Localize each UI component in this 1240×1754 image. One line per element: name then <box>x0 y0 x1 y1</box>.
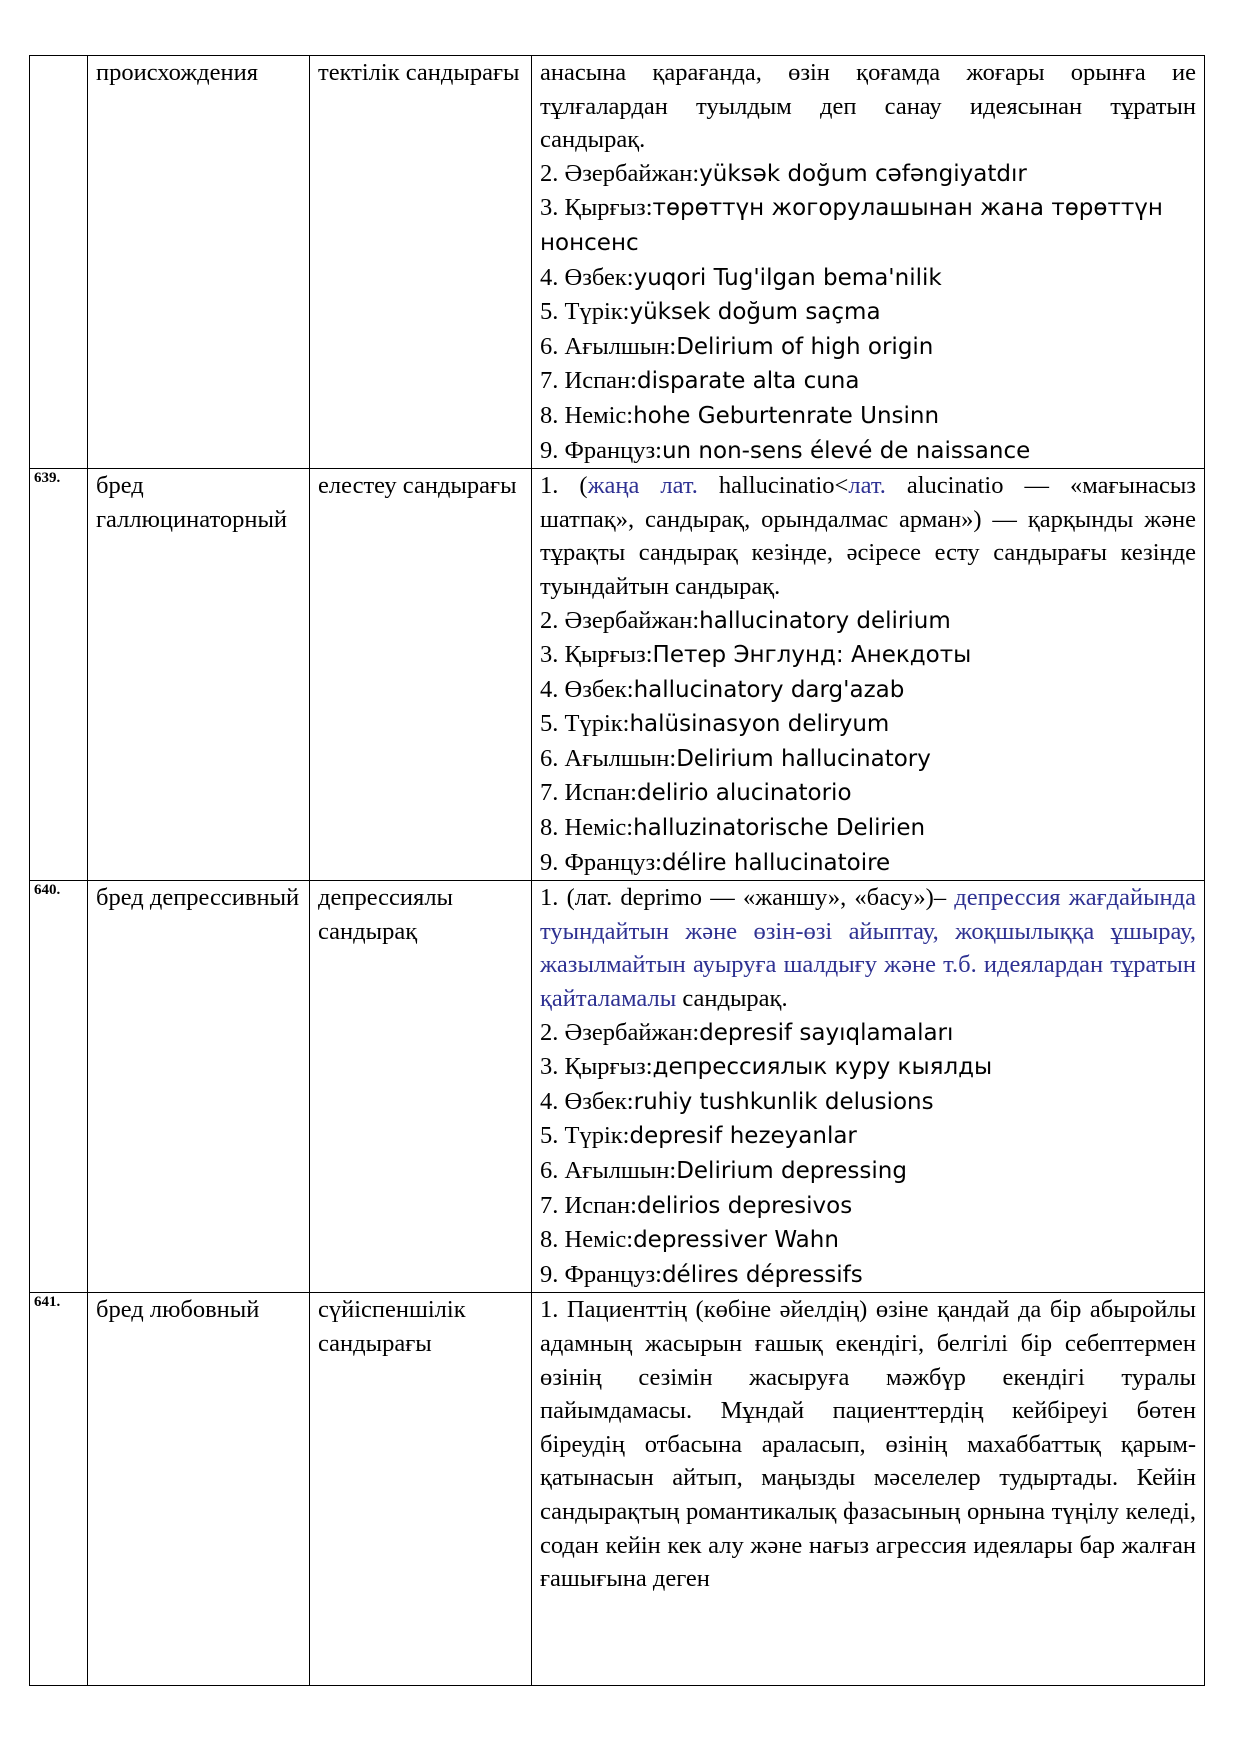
translation-line <box>540 707 1196 742</box>
dictionary-body <box>30 56 1205 1686</box>
table-row <box>30 56 1205 469</box>
language-label: 2. Әзербайжан: <box>540 606 700 634</box>
definition-highlight: лат. <box>848 472 886 500</box>
language-label: 7. Испан: <box>540 367 637 395</box>
translation-value: Delirium of high origin <box>676 333 934 360</box>
russian-term: бред любовный <box>88 1293 310 1686</box>
translation-line <box>540 157 1196 192</box>
translation-value: halüsinasyon deliryum <box>629 711 890 738</box>
language-label: 8. Неміс: <box>540 814 634 842</box>
translation-value: Петер Энглунд: Анекдоты <box>652 642 972 669</box>
definition-fragment: hallucinatio< <box>697 472 849 500</box>
language-label: 2. Әзербайжан: <box>540 1018 700 1046</box>
language-label: 6. Ағылшын: <box>540 1157 677 1184</box>
russian-term: бред депрессивный <box>88 881 310 1293</box>
translation-line <box>540 811 1196 846</box>
translation-line <box>540 261 1196 296</box>
translation-line <box>540 742 1196 777</box>
table-row <box>30 881 1205 1293</box>
translation-value: un non-sens élevé de naissance <box>661 437 1031 464</box>
translation-value: halluzinatorische Delirien <box>633 815 926 842</box>
table-row <box>30 469 1205 881</box>
language-label: 9. Француз: <box>540 1260 662 1288</box>
translation-line <box>540 1050 1196 1085</box>
dictionary-table <box>29 55 1205 1686</box>
language-label: 3. Қырғыз: <box>540 1053 653 1081</box>
translation-line <box>540 364 1196 399</box>
entry-number <box>30 56 88 469</box>
entry-number: 641. <box>30 1293 88 1686</box>
language-label: 2. Әзербайжан: <box>540 159 700 187</box>
language-label: 5. Түрік: <box>540 710 630 738</box>
definition-cell <box>532 469 1205 881</box>
language-label: 5. Түрік: <box>540 298 630 326</box>
language-label: 9. Француз: <box>540 436 662 464</box>
kazakh-term: депрессиялы сандырақ <box>310 881 532 1293</box>
definition-fragment: alucinatio — «мағынасыз шатпақ», сандырақ, орындалмас арман») — қарқынды және тұрақты сандырақ кезінде, әсіресе есту сандырағы кезінде туындайтын сандырақ. <box>540 472 1196 600</box>
definition-cell <box>532 881 1205 1293</box>
translation-value: ruhiy tushkunlik delusions <box>633 1088 934 1115</box>
language-label: 5. Түрік: <box>540 1122 630 1150</box>
kazakh-term: елестеу сандырағы <box>310 469 532 881</box>
definition-fragment: анасына қарағанда, өзін қоғамда жоғары орынға ие тұлғалардан туылдым деп санау идеясынан тұратын сандырақ. <box>540 59 1196 154</box>
translation-value: Delirium depressing <box>676 1158 907 1184</box>
translation-value: Delirium hallucinatory <box>676 745 931 772</box>
language-label: 7. Испан: <box>540 1191 637 1219</box>
definition-highlight: жаңа лат. <box>587 472 698 500</box>
definition-text <box>540 881 1196 1015</box>
translation-line <box>540 1258 1196 1293</box>
language-label: 9. Француз: <box>540 848 662 876</box>
russian-term: происхождения <box>88 56 310 469</box>
translation-value: yüksek doğum saçma <box>629 299 881 326</box>
language-label: 8. Неміс: <box>540 401 634 429</box>
definition-text <box>540 56 1196 157</box>
language-label: 8. Неміс: <box>540 1226 634 1254</box>
definition-cell <box>532 56 1205 469</box>
translation-value: disparate alta cuna <box>636 368 860 395</box>
translation-line <box>540 1016 1196 1051</box>
translation-value: depressiver Wahn <box>633 1227 839 1254</box>
translation-line <box>540 434 1196 469</box>
translation-line <box>540 673 1196 708</box>
translation-value: yüksək doğum cəfəngiyatdır <box>699 160 1027 187</box>
definition-text <box>540 1293 1196 1595</box>
translation-line <box>540 1223 1196 1258</box>
translation-value: hohe Geburtenrate Unsinn <box>633 402 940 429</box>
definition-cell <box>532 1293 1205 1686</box>
language-label: 7. Испан: <box>540 779 637 807</box>
entry-number: 639. <box>30 469 88 881</box>
translation-line <box>540 604 1196 639</box>
translation-line <box>540 1119 1196 1154</box>
translation-value: delirios depresivos <box>636 1192 853 1219</box>
translation-line <box>540 1189 1196 1224</box>
definition-highlight: депрессия жағдайында туындайтын және өзін-өзі айыптау, жоқшылыққа ұшырау, жазылмайтын ауыруға шалдығу және т.б. идеялардан тұратын қайталамалы <box>540 884 1196 1013</box>
translation-value: délires dépressifs <box>661 1261 863 1288</box>
language-label: 3. Қырғыз: <box>540 194 653 222</box>
translation-value: depresif sayıqlamaları <box>699 1019 954 1046</box>
translation-value: төрөттүн жогорулашынан жана төрөттүн нонсенс <box>540 195 1163 256</box>
language-label: 6. Ағылшын: <box>540 744 677 772</box>
translation-value: hallucinatory delirium <box>699 607 951 634</box>
translation-line <box>540 330 1196 365</box>
language-label: 4. Өзбек: <box>540 1087 634 1115</box>
language-label: 6. Ағылшын: <box>540 332 677 360</box>
translation-line <box>540 295 1196 330</box>
translation-line <box>540 638 1196 673</box>
kazakh-term: сүйіспеншілік сандырағы <box>310 1293 532 1686</box>
entry-number: 640. <box>30 881 88 1293</box>
translation-line <box>540 1085 1196 1120</box>
definition-fragment: 1. ( <box>540 472 588 500</box>
language-label: 4. Өзбек: <box>540 675 634 703</box>
language-label: 4. Өзбек: <box>540 263 634 291</box>
translation-line <box>540 191 1196 260</box>
translation-value: yuqori Tug'ilgan bema'nilik <box>633 264 942 291</box>
translation-line <box>540 776 1196 811</box>
translation-value: delirio alucinatorio <box>636 780 852 807</box>
language-label: 3. Қырғыз: <box>540 641 653 669</box>
definition-fragment: сандырақ. <box>676 985 788 1013</box>
definition-fragment: 1. (лат. deprimo — «жаншу», «басу»)– <box>540 884 955 912</box>
definition-text <box>540 469 1196 603</box>
translation-value: hallucinatory darg'azab <box>633 676 905 703</box>
translation-line <box>540 846 1196 881</box>
russian-term: бред галлюцинаторный <box>88 469 310 881</box>
translation-value: depresif hezeyanlar <box>629 1123 857 1150</box>
table-row <box>30 1293 1205 1686</box>
translation-value: délire hallucinatoire <box>661 849 891 876</box>
translation-line <box>540 1154 1196 1189</box>
definition-fragment: 1. Пациенттің (көбіне әйелдің) өзіне қандай да бір абыройлы адамның жасырын ғашық екендігі, белгілі бір себептермен өзінің сезімін жасыруға мәжбүр екендігі туралы пайымдамасы. Мұндай пациенттердің кейбіреуі бөтен біреудің отбасына араласып, өзінің махаббаттық қарым-қатынасын айтып, маңызды мәселелер тудыртады. Кейін сандырақтың романтикалық фазасының орнына түңілу келеді, содан кейін кек алу және нағыз агрессия идеялары бар жалған ғашығына деген <box>540 1296 1196 1593</box>
translation-line <box>540 399 1196 434</box>
translation-value: депрессиялык куру кыялды <box>652 1054 993 1081</box>
kazakh-term: тектілік сандырағы <box>310 56 532 469</box>
